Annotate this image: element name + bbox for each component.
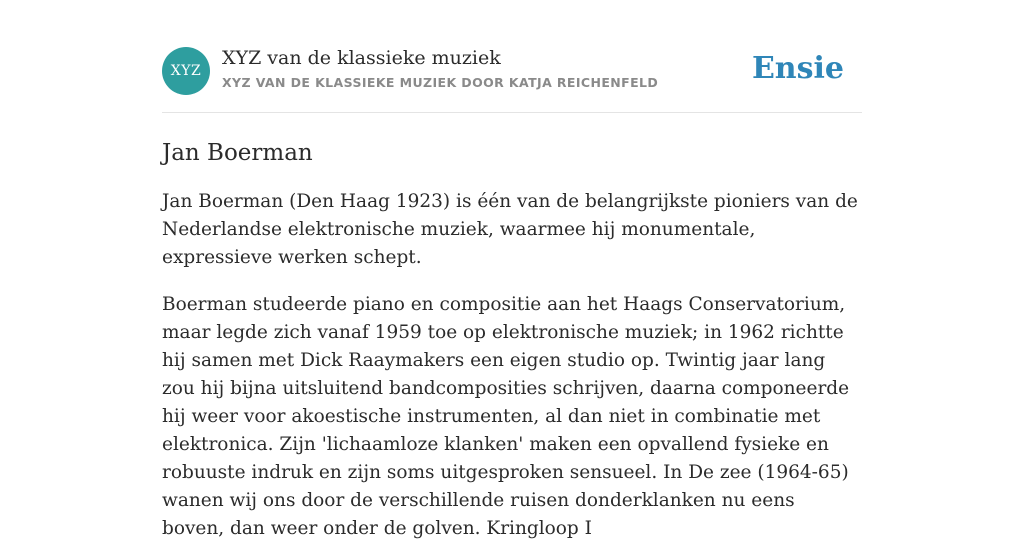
article-paragraph-intro: Jan Boerman (Den Haag 1923) is één van de belangrijkste pioniers van de Nederlandse elektronische muziek, waarmee hij monumentale, expressieve werken schept. (162, 191, 858, 268)
article-title: Jan Boerman (162, 140, 313, 166)
site-header (162, 47, 862, 113)
site-avatar[interactable]: XYZ (162, 47, 210, 95)
site-subtitle: XYZ VAN DE KLASSIEKE MUZIEK DOOR KATJA REICHENFELD (222, 75, 659, 90)
site-title-link[interactable]: XYZ van de klassieke muziek (222, 47, 501, 69)
article-paragraph-body: Boerman studeerde piano en compositie aan het Haags Conservatorium, maar legde zich vanaf 1959 toe op elektronische muziek; in 1962 richtte hij samen met Dick Raaymakers een eigen studio op. Twintig jaar lang zou hij bijna uitsluitend bandcomposities schrijven, daarna componeerde hij weer voor akoestische instrumenten, al dan niet in combinatie met elektronica. Zijn 'lichaamloze klanken' maken een opvallend fysieke en robuuste indruk en zijn soms uitgesproken sensueel. In De zee (1964-65) wanen wij ons door de verschillende ruisen donderklanken nu eens boven, dan weer onder de golven. Kringloop I (162, 294, 850, 539)
ensie-logo-link[interactable]: Ensie (751, 51, 844, 86)
article (162, 136, 862, 543)
